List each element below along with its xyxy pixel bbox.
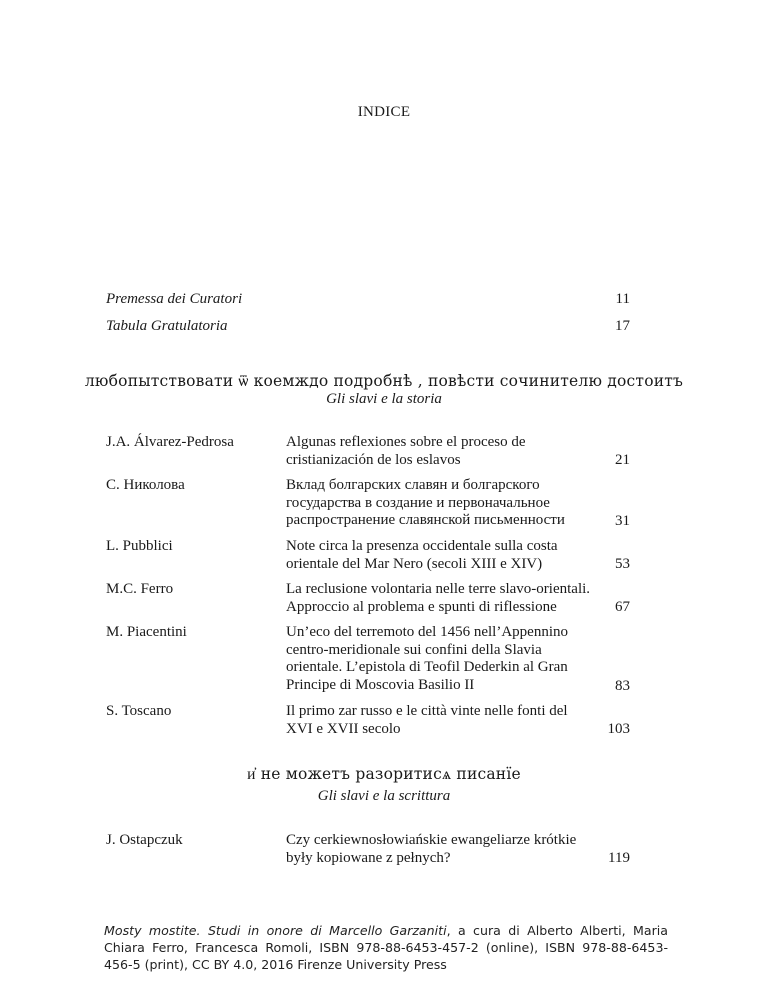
page-number: 21 [615, 452, 630, 468]
entry-title: Tabula Gratulatoria [106, 318, 228, 334]
entry-title-line: La reclusione volontaria nelle terre slavo-orientali. [286, 581, 591, 597]
entry-title [286, 624, 616, 694]
toc-entry[interactable] [106, 434, 630, 470]
entry-title-line: Approccio al problema e spunti di riflessione [286, 598, 557, 615]
toc-entry[interactable] [106, 703, 630, 739]
section-heading: и҆ не можетъ разоритисѧ писанїе [247, 765, 521, 783]
section-subheading: Gli slavi e la storia [326, 391, 442, 407]
page-number: 17 [615, 318, 630, 334]
page-number: 103 [607, 721, 630, 737]
entry-title [286, 581, 616, 616]
entry-author: S. Toscano [106, 703, 172, 719]
copyright-footer [104, 922, 668, 973]
entry-title-line: Il primo zar russo e le città vinte nelle fonti del [286, 703, 568, 719]
entry-author: С. Николова [106, 477, 185, 493]
page-number: 11 [615, 291, 630, 307]
section-heading: любопытствовати ѿ коемждо подробнѣ , повѣсти сочинителю достоитъ [84, 372, 684, 390]
entry-title-line: XVI e XVII secolo [286, 720, 401, 737]
toc-entry[interactable] [106, 477, 630, 531]
entry-author: L. Pubblici [106, 538, 173, 554]
toc-entry[interactable] [106, 832, 630, 868]
page-number: 53 [615, 556, 630, 572]
entry-title-line: государства в создание и первоначальное [286, 494, 550, 511]
entry-title-line: Principe di Moscovia Basilio II [286, 676, 475, 693]
entry-title [286, 538, 616, 573]
entry-title [286, 434, 616, 469]
entry-title-line: orientale del Mar Nero (secoli XIII e XIV) [286, 555, 543, 572]
entry-title-line: były kopiowane z pełnych? [286, 849, 451, 866]
section-subheading: Gli slavi e la scrittura [317, 788, 451, 804]
entry-title [286, 703, 616, 738]
footer-details: , a cura di Alberto Alberti, Maria Chiara Ferro, Francesca Romoli, ISBN 978-88-6453-457-2 (online), ISBN 978-88-6453-456-5 (print), CC BY 4.0, 2016 Firenze University Press [104, 923, 668, 972]
page-number: 83 [615, 678, 630, 694]
entry-title-line: Note circa la presenza occidentale sulla costa [286, 538, 558, 554]
entry-title [286, 832, 616, 867]
entry-title-line: Вклад болгарских славян и болгарского [286, 477, 540, 493]
entry-author: M.C. Ferro [106, 581, 174, 597]
toc-entry-front[interactable] [106, 318, 630, 335]
entry-title: Premessa dei Curatori [106, 291, 243, 307]
entry-title-line: orientale. L’epistola di Teofil Dederkin al Gran [286, 659, 568, 675]
entry-title [286, 477, 616, 530]
toc-entry[interactable] [106, 538, 630, 574]
toc-entry[interactable] [106, 581, 630, 617]
entry-title-line: Czy cerkiewnosłowiańskie ewangeliarze krótkie [286, 832, 577, 848]
footer-book-title: Mosty mostite. Studi in onore di Marcello Garzaniti [104, 923, 447, 938]
entry-author: J. Ostapczuk [106, 832, 183, 848]
toc-entry-front[interactable] [106, 291, 630, 308]
entry-author: M. Piacentini [106, 624, 187, 640]
toc-entry[interactable] [106, 624, 630, 696]
entry-author: J.A. Álvarez-Pedrosa [106, 434, 234, 450]
page-number: 67 [615, 599, 630, 615]
page-number: 31 [615, 513, 630, 529]
entry-title-line: распространение славянской письменности [286, 512, 565, 528]
entry-title-line: centro-meridionale sui confini della Slavia [286, 641, 542, 658]
entry-title-line: Algunas reflexiones sobre el proceso de [286, 434, 526, 450]
page-number: 119 [608, 850, 630, 866]
entry-title-line: cristianización de los eslavos [286, 451, 461, 468]
entry-title-line: Un’eco del terremoto del 1456 nell’Appennino [286, 624, 568, 640]
page-title: INDICE [357, 104, 411, 120]
